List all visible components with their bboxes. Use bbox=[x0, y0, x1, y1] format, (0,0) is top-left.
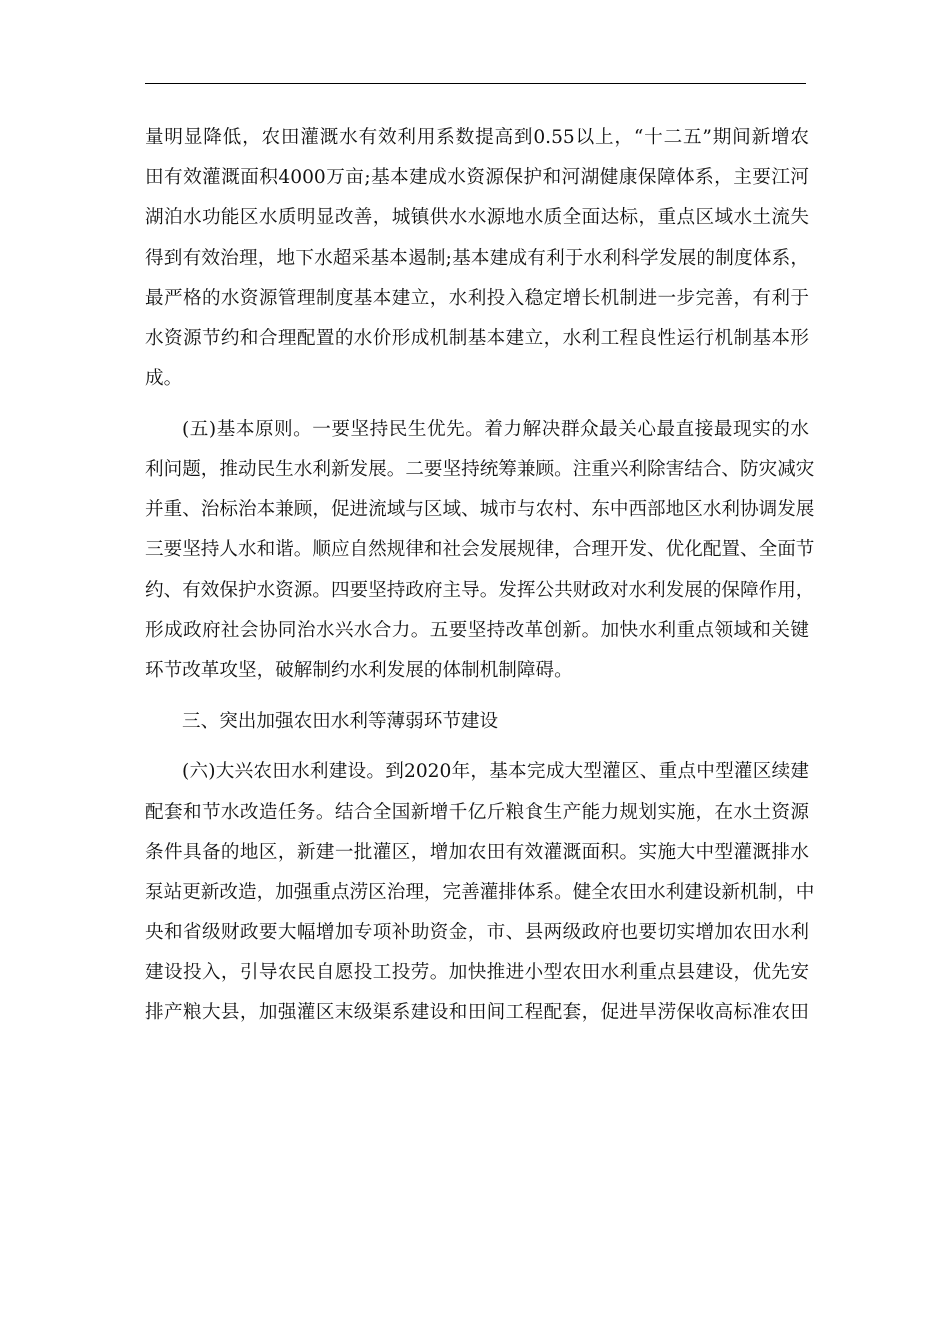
paragraph-basic-principles bbox=[145, 410, 815, 691]
text-line: 排产粮大县，加强灌区末级渠系建设和田间工程配套，促进旱涝保收高标准农田 bbox=[145, 1002, 809, 1024]
body-text bbox=[145, 118, 815, 1034]
text-line: 泵站更新改造，加强重点涝区治理，完善灌排体系。健全农田水利建设新机制，中 bbox=[145, 881, 815, 903]
text-line: 最严格的水资源管理制度基本建立，水利投入稳定增长机制进一步完善，有利于 bbox=[145, 287, 809, 309]
section-heading-text: 三、突出加强农田水利等薄弱环节建设 bbox=[182, 710, 499, 732]
header-rule bbox=[145, 83, 806, 84]
paragraph-farmland-irrigation bbox=[145, 752, 815, 1033]
text-line: 三要坚持人水和谐。顺应自然规律和社会发展规律，合理开发、优化配置、全面节 bbox=[145, 539, 815, 561]
text-line: (五)基本原则。一要坚持民生优先。着力解决群众最关心最直接最现实的水 bbox=[182, 418, 809, 440]
text-line: 并重、治标治本兼顾，促进流域与区域、城市与农村、东中西部地区水利协调发展 bbox=[145, 499, 815, 521]
text-line: 形成政府社会协同治水兴水合力。五要坚持改革创新。加快水利重点领域和关键 bbox=[145, 619, 809, 641]
text-line: 配套和节水改造任务。结合全国新增千亿斤粮食生产能力规划实施，在水土资源 bbox=[145, 801, 809, 823]
text-line: 建设投入，引导农民自愿投工投劳。加快推进小型农田水利重点县建设，优先安 bbox=[145, 962, 809, 984]
section-heading bbox=[145, 702, 809, 742]
text-line: 水资源节约和合理配置的水价形成机制基本建立，水利工程良性运行机制基本形 bbox=[145, 327, 809, 349]
text-line: 央和省级财政要大幅增加专项补助资金，市、县两级政府也要切实增加农田水利 bbox=[145, 922, 809, 944]
text-line: 环节改革攻坚，破解制约水利发展的体制机制障碍。 bbox=[145, 659, 573, 681]
text-line: 约、有效保护水资源。四要坚持政府主导。发挥公共财政对水利发展的保障作用， bbox=[145, 579, 815, 601]
text-line: 量明显降低，农田灌溉水有效利用系数提高到0.55以上，“十二五”期间新增农 bbox=[145, 127, 809, 148]
text-line: 成。 bbox=[145, 368, 183, 390]
paragraph-targets bbox=[145, 118, 809, 399]
text-line: 利问题，推动民生水利新发展。二要坚持统筹兼顾。注重兴利除害结合、防灾减灾 bbox=[145, 459, 815, 480]
text-line: 得到有效治理，地下水超采基本遏制;基本建成有利于水利科学发展的制度体系， bbox=[145, 247, 809, 269]
text-line: 条件具备的地区，新建一批灌区，增加农田有效灌溉面积。实施大中型灌溉排水 bbox=[145, 841, 809, 863]
text-line: 湖泊水功能区水质明显改善，城镇供水水源地水质全面达标，重点区域水土流失 bbox=[145, 207, 809, 229]
text-line: (六)大兴农田水利建设。到2020年，基本完成大型灌区、重点中型灌区续建 bbox=[182, 761, 809, 783]
text-line: 田有效灌溉面积4000万亩;基本建成水资源保护和河湖健康保障体系，主要江河 bbox=[145, 167, 809, 189]
